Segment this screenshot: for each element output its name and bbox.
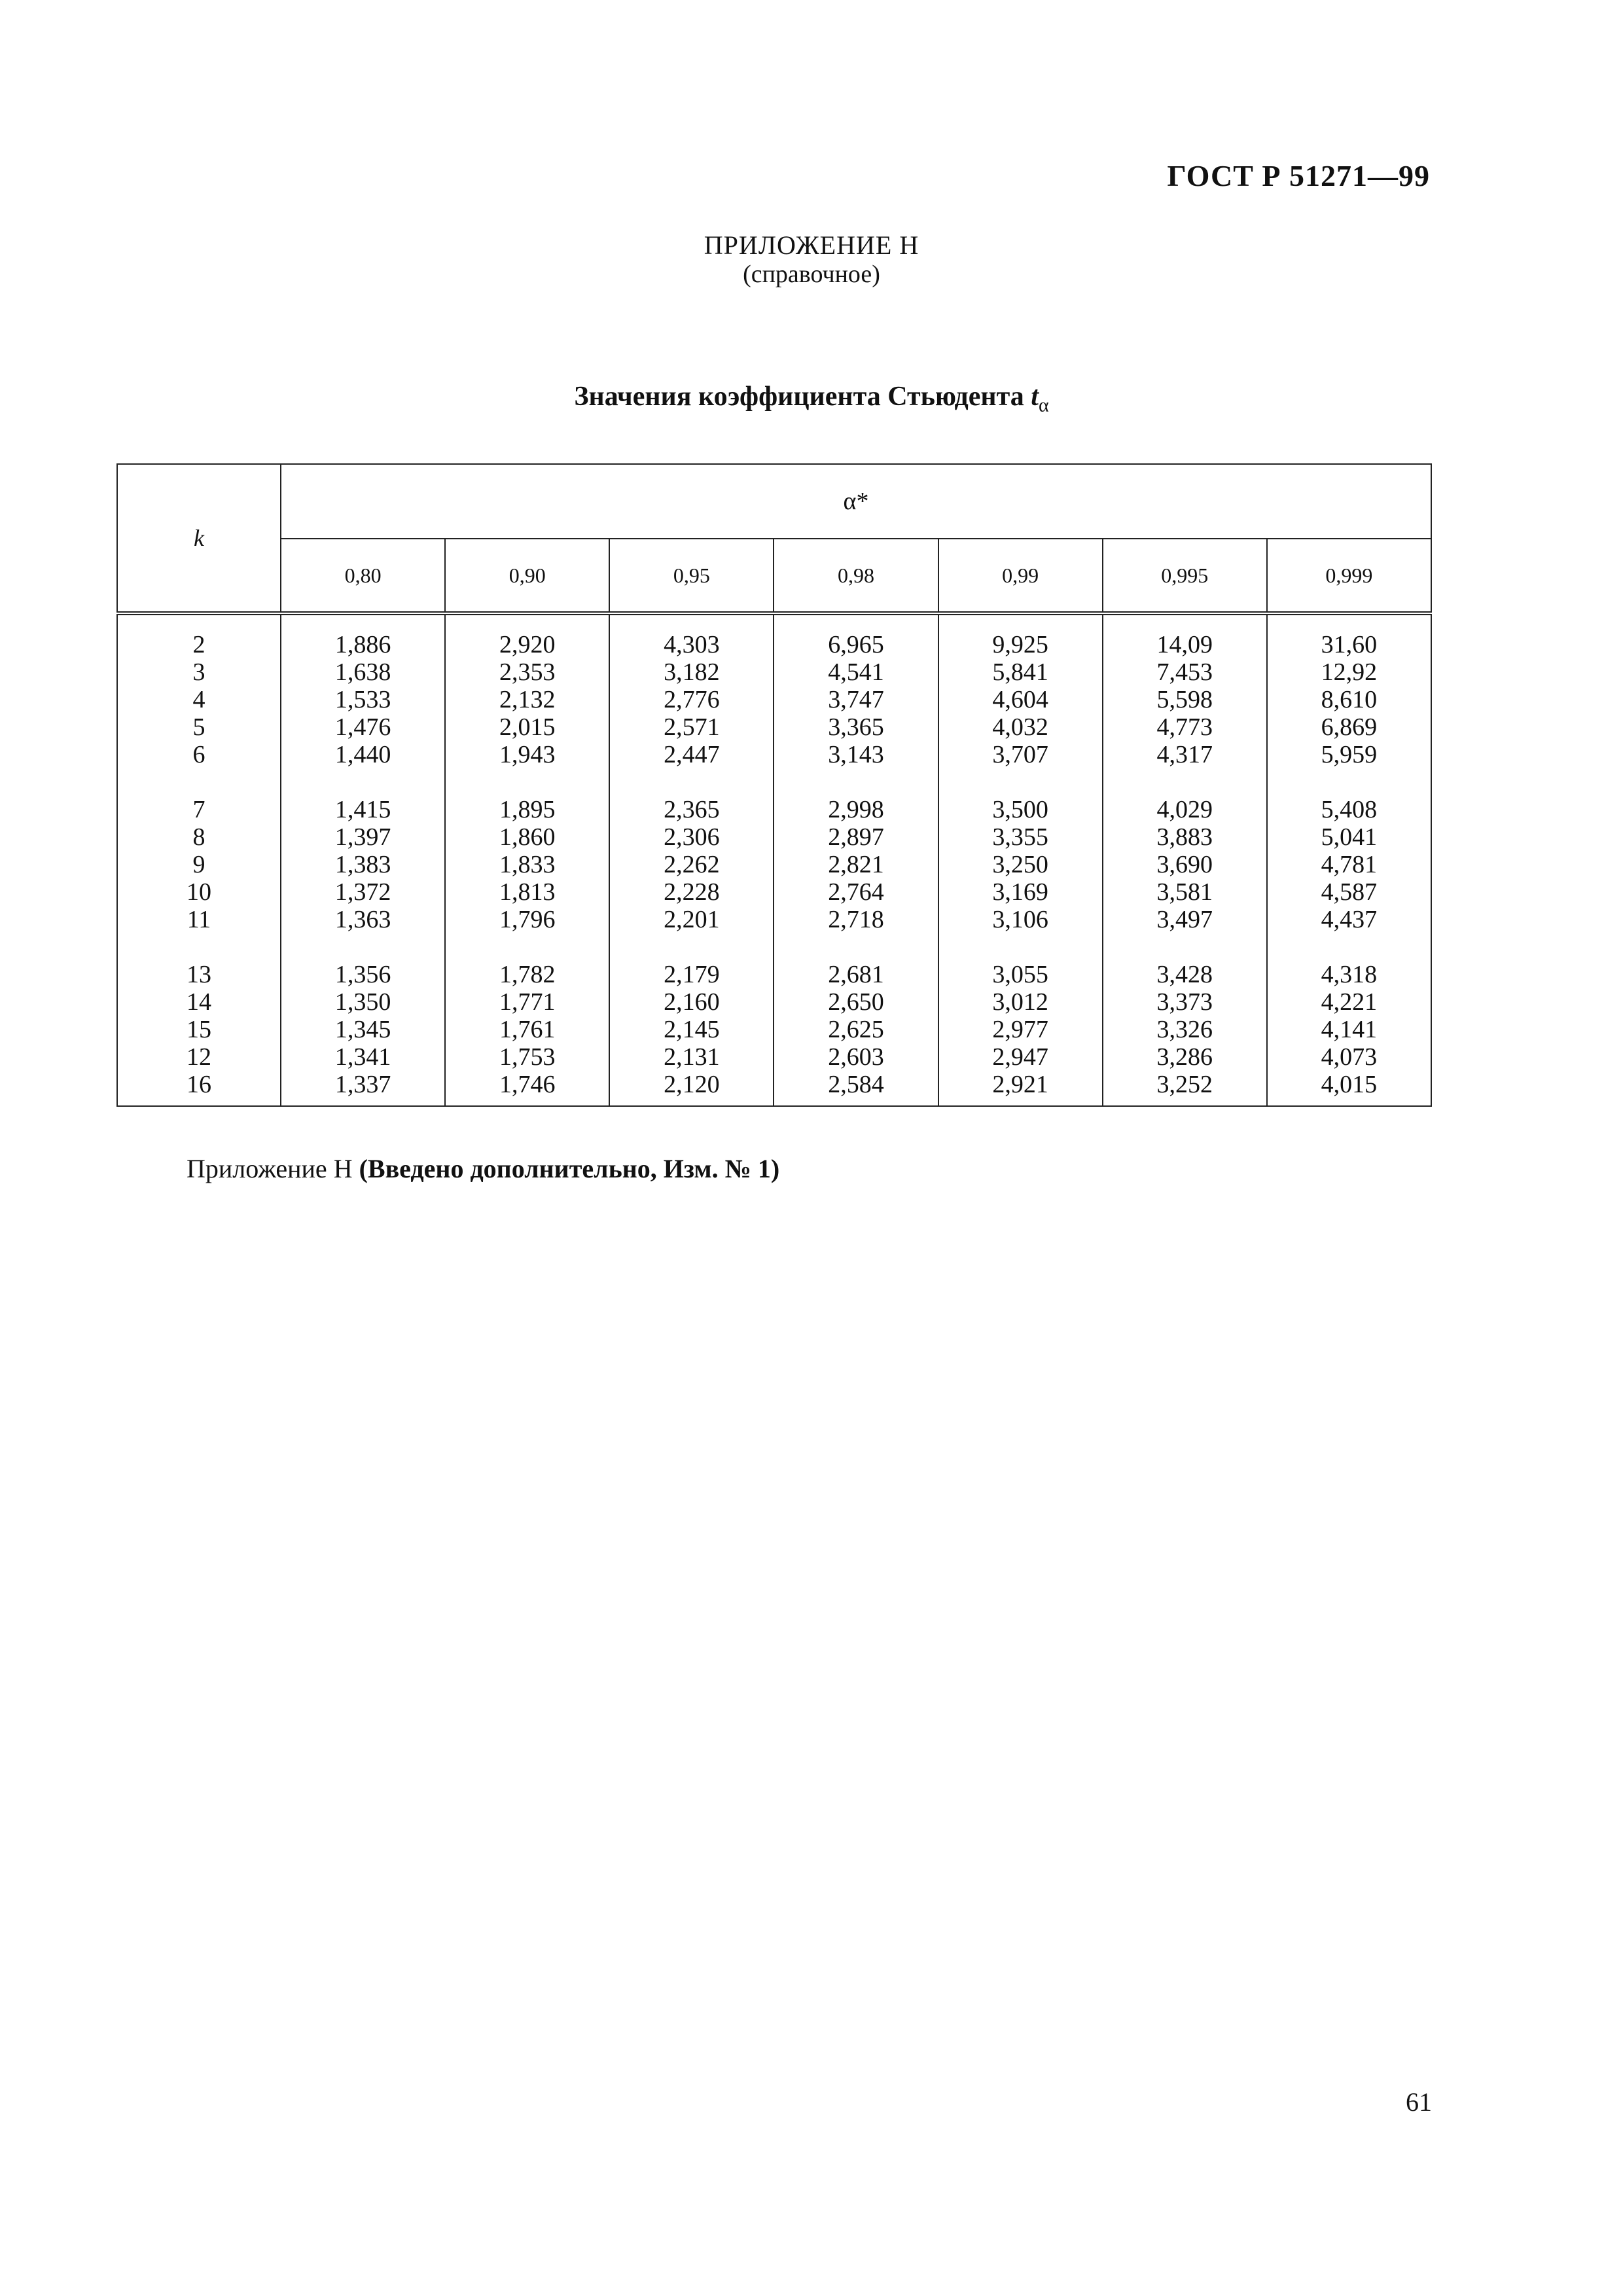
coefficient-value: 3,581 bbox=[1156, 878, 1213, 906]
coefficient-value: 2,998 bbox=[828, 796, 884, 823]
coefficient-value: 3,355 bbox=[992, 823, 1048, 851]
coefficient-value: 4,221 bbox=[1321, 988, 1378, 1016]
document-code: ГОСТ Р 51271—99 bbox=[1167, 159, 1430, 192]
coefficient-value: 2,262 bbox=[664, 851, 720, 878]
coefficient-value: 1,363 bbox=[334, 906, 391, 933]
k-value: 15 bbox=[187, 1016, 211, 1043]
coefficient-value: 4,317 bbox=[1156, 741, 1213, 768]
coefficient-value: 2,201 bbox=[664, 906, 720, 933]
alpha-column-header: α* bbox=[281, 464, 1431, 539]
row-group bbox=[610, 961, 773, 1098]
table-title-symbol: t bbox=[1031, 382, 1039, 412]
k-column-header: k bbox=[117, 464, 281, 613]
coefficient-value: 1,440 bbox=[334, 741, 391, 768]
row-group bbox=[446, 961, 609, 1098]
coefficient-value: 1,345 bbox=[334, 1016, 391, 1043]
coefficient-value: 3,286 bbox=[1156, 1043, 1213, 1071]
coefficient-value: 1,771 bbox=[499, 988, 556, 1016]
coefficient-value: 1,415 bbox=[334, 796, 391, 823]
row-group bbox=[610, 796, 773, 933]
coefficient-value: 6,965 bbox=[828, 631, 884, 658]
coefficient-value: 3,365 bbox=[828, 713, 884, 741]
coefficient-value: 3,373 bbox=[1156, 988, 1213, 1016]
row-group bbox=[118, 631, 280, 768]
k-value: 16 bbox=[187, 1071, 211, 1098]
coefficient-value: 1,895 bbox=[499, 796, 556, 823]
coefficient-value: 5,408 bbox=[1321, 796, 1378, 823]
level-header: 0,98 bbox=[774, 539, 938, 613]
coefficient-value: 3,707 bbox=[992, 741, 1048, 768]
coefficient-value: 4,073 bbox=[1321, 1043, 1378, 1071]
values-cell bbox=[445, 613, 609, 1106]
coefficient-value: 2,584 bbox=[828, 1071, 884, 1098]
coefficient-value: 2,228 bbox=[664, 878, 720, 906]
coefficient-value: 1,860 bbox=[499, 823, 556, 851]
coefficient-value: 4,303 bbox=[664, 631, 720, 658]
coefficient-value: 4,318 bbox=[1321, 961, 1378, 988]
coefficient-value: 2,776 bbox=[664, 686, 720, 713]
data-table bbox=[116, 463, 1432, 1107]
coefficient-value: 2,120 bbox=[664, 1071, 720, 1098]
k-value: 4 bbox=[192, 686, 205, 713]
coefficient-value: 2,897 bbox=[828, 823, 884, 851]
coefficient-value: 4,015 bbox=[1321, 1071, 1378, 1098]
coefficient-value: 1,886 bbox=[334, 631, 391, 658]
coefficient-value: 4,604 bbox=[992, 686, 1048, 713]
coefficient-value: 2,603 bbox=[828, 1043, 884, 1071]
coefficient-value: 6,869 bbox=[1321, 713, 1378, 741]
coefficient-value: 2,131 bbox=[664, 1043, 720, 1071]
level-header: 0,999 bbox=[1267, 539, 1431, 613]
row-group bbox=[446, 631, 609, 768]
row-group bbox=[774, 961, 937, 1098]
coefficient-value: 3,428 bbox=[1156, 961, 1213, 988]
coefficient-value: 2,306 bbox=[664, 823, 720, 851]
row-group bbox=[281, 961, 444, 1098]
coefficient-value: 1,813 bbox=[499, 878, 556, 906]
coefficient-value: 2,681 bbox=[828, 961, 884, 988]
coefficient-value: 8,610 bbox=[1321, 686, 1378, 713]
coefficient-value: 2,353 bbox=[499, 658, 556, 686]
k-value: 3 bbox=[192, 658, 205, 686]
coefficient-value: 9,925 bbox=[992, 631, 1048, 658]
coefficient-value: 4,587 bbox=[1321, 878, 1378, 906]
coefficient-value: 7,453 bbox=[1156, 658, 1213, 686]
coefficient-value: 4,032 bbox=[992, 713, 1048, 741]
k-value: 14 bbox=[187, 988, 211, 1016]
coefficient-value: 1,746 bbox=[499, 1071, 556, 1098]
coefficient-value: 2,718 bbox=[828, 906, 884, 933]
page-number: 61 bbox=[1406, 2087, 1432, 2117]
k-value: 7 bbox=[192, 796, 205, 823]
coefficient-value: 2,764 bbox=[828, 878, 884, 906]
values-cell bbox=[774, 613, 938, 1106]
coefficient-value: 1,350 bbox=[334, 988, 391, 1016]
k-value: 6 bbox=[192, 741, 205, 768]
coefficient-value: 3,690 bbox=[1156, 851, 1213, 878]
table-title-text: Значения коэффициента Стьюдента bbox=[574, 382, 1031, 412]
coefficient-value: 4,541 bbox=[828, 658, 884, 686]
row-group bbox=[610, 631, 773, 768]
coefficient-value: 3,143 bbox=[828, 741, 884, 768]
coefficient-value: 1,638 bbox=[334, 658, 391, 686]
coefficient-value: 1,341 bbox=[334, 1043, 391, 1071]
coefficient-value: 2,447 bbox=[664, 741, 720, 768]
coefficient-value: 3,883 bbox=[1156, 823, 1213, 851]
coefficient-value: 3,747 bbox=[828, 686, 884, 713]
coefficient-value: 31,60 bbox=[1321, 631, 1378, 658]
coefficient-value: 3,012 bbox=[992, 988, 1048, 1016]
coefficient-value: 1,796 bbox=[499, 906, 556, 933]
coefficient-value: 2,179 bbox=[664, 961, 720, 988]
coefficient-value: 2,650 bbox=[828, 988, 884, 1016]
coefficient-value: 2,365 bbox=[664, 796, 720, 823]
coefficient-value: 2,821 bbox=[828, 851, 884, 878]
coefficient-value: 1,337 bbox=[334, 1071, 391, 1098]
k-value: 9 bbox=[192, 851, 205, 878]
values-cell bbox=[938, 613, 1103, 1106]
table-title bbox=[0, 381, 1623, 416]
row-group bbox=[281, 796, 444, 933]
coefficient-value: 2,571 bbox=[664, 713, 720, 741]
values-cell bbox=[1103, 613, 1267, 1106]
coefficient-value: 3,055 bbox=[992, 961, 1048, 988]
coefficient-value: 1,943 bbox=[499, 741, 556, 768]
row-group bbox=[118, 796, 280, 933]
row-group bbox=[774, 796, 937, 933]
coefficient-value: 12,92 bbox=[1321, 658, 1378, 686]
coefficient-value: 2,921 bbox=[992, 1071, 1048, 1098]
k-value: 12 bbox=[187, 1043, 211, 1071]
coefficient-value: 2,015 bbox=[499, 713, 556, 741]
row-group bbox=[1103, 631, 1266, 768]
values-cell bbox=[609, 613, 774, 1106]
coefficient-value: 3,326 bbox=[1156, 1016, 1213, 1043]
k-value: 2 bbox=[192, 631, 205, 658]
values-cell bbox=[281, 613, 445, 1106]
level-header: 0,99 bbox=[938, 539, 1103, 613]
k-value: 5 bbox=[192, 713, 205, 741]
amendment-note-bold: (Введено дополнительно, Изм. № 1) bbox=[359, 1154, 780, 1183]
table-title-subscript: α bbox=[1038, 394, 1049, 416]
amendment-note-prefix: Приложение Н bbox=[187, 1154, 359, 1183]
appendix-title: ПРИЛОЖЕНИЕ Н bbox=[704, 230, 919, 260]
level-header: 0,95 bbox=[609, 539, 774, 613]
level-header: 0,995 bbox=[1103, 539, 1267, 613]
coefficient-value: 2,920 bbox=[499, 631, 556, 658]
k-value: 10 bbox=[187, 878, 211, 906]
coefficient-value: 3,182 bbox=[664, 658, 720, 686]
coefficient-value: 3,250 bbox=[992, 851, 1048, 878]
k-value: 11 bbox=[187, 906, 211, 933]
coefficient-value: 14,09 bbox=[1156, 631, 1213, 658]
coefficient-value: 4,781 bbox=[1321, 851, 1378, 878]
row-group bbox=[118, 961, 280, 1098]
row-group bbox=[939, 631, 1102, 768]
row-group bbox=[446, 796, 609, 933]
coefficient-value: 4,141 bbox=[1321, 1016, 1378, 1043]
row-group bbox=[1268, 961, 1431, 1098]
level-header: 0,90 bbox=[445, 539, 609, 613]
coefficient-value: 1,753 bbox=[499, 1043, 556, 1071]
coefficient-value: 4,029 bbox=[1156, 796, 1213, 823]
coefficient-value: 2,625 bbox=[828, 1016, 884, 1043]
coefficient-value: 1,476 bbox=[334, 713, 391, 741]
coefficient-value: 3,500 bbox=[992, 796, 1048, 823]
k-value: 13 bbox=[187, 961, 211, 988]
level-header: 0,80 bbox=[281, 539, 445, 613]
coefficient-value: 4,437 bbox=[1321, 906, 1378, 933]
coefficient-value: 1,761 bbox=[499, 1016, 556, 1043]
coefficient-value: 4,773 bbox=[1156, 713, 1213, 741]
row-group bbox=[939, 796, 1102, 933]
row-group bbox=[1103, 796, 1266, 933]
coefficient-value: 1,533 bbox=[334, 686, 391, 713]
coefficient-value: 5,841 bbox=[992, 658, 1048, 686]
k-value: 8 bbox=[192, 823, 205, 851]
values-cell bbox=[1267, 613, 1431, 1106]
coefficient-value: 1,397 bbox=[334, 823, 391, 851]
row-group bbox=[281, 631, 444, 768]
coefficient-value: 5,041 bbox=[1321, 823, 1378, 851]
coefficient-value: 3,497 bbox=[1156, 906, 1213, 933]
coefficient-value: 5,959 bbox=[1321, 741, 1378, 768]
appendix-subtitle: (справочное) bbox=[743, 260, 880, 288]
coefficient-value: 2,132 bbox=[499, 686, 556, 713]
coefficient-value: 1,833 bbox=[499, 851, 556, 878]
row-group bbox=[939, 961, 1102, 1098]
coefficient-value: 3,252 bbox=[1156, 1071, 1213, 1098]
coefficient-value: 1,383 bbox=[334, 851, 391, 878]
k-values-cell bbox=[117, 613, 281, 1106]
row-group bbox=[774, 631, 937, 768]
row-group bbox=[1268, 631, 1431, 768]
coefficient-value: 2,977 bbox=[992, 1016, 1048, 1043]
amendment-note bbox=[187, 1153, 779, 1184]
coefficient-value: 2,145 bbox=[664, 1016, 720, 1043]
row-group bbox=[1103, 961, 1266, 1098]
coefficient-value: 2,160 bbox=[664, 988, 720, 1016]
coefficient-value: 1,782 bbox=[499, 961, 556, 988]
coefficient-value: 1,372 bbox=[334, 878, 391, 906]
student-coefficient-table bbox=[116, 463, 1432, 1107]
row-group bbox=[1268, 796, 1431, 933]
coefficient-value: 1,356 bbox=[334, 961, 391, 988]
coefficient-value: 3,169 bbox=[992, 878, 1048, 906]
coefficient-value: 3,106 bbox=[992, 906, 1048, 933]
appendix-heading bbox=[0, 230, 1623, 288]
coefficient-value: 5,598 bbox=[1156, 686, 1213, 713]
coefficient-value: 2,947 bbox=[992, 1043, 1048, 1071]
